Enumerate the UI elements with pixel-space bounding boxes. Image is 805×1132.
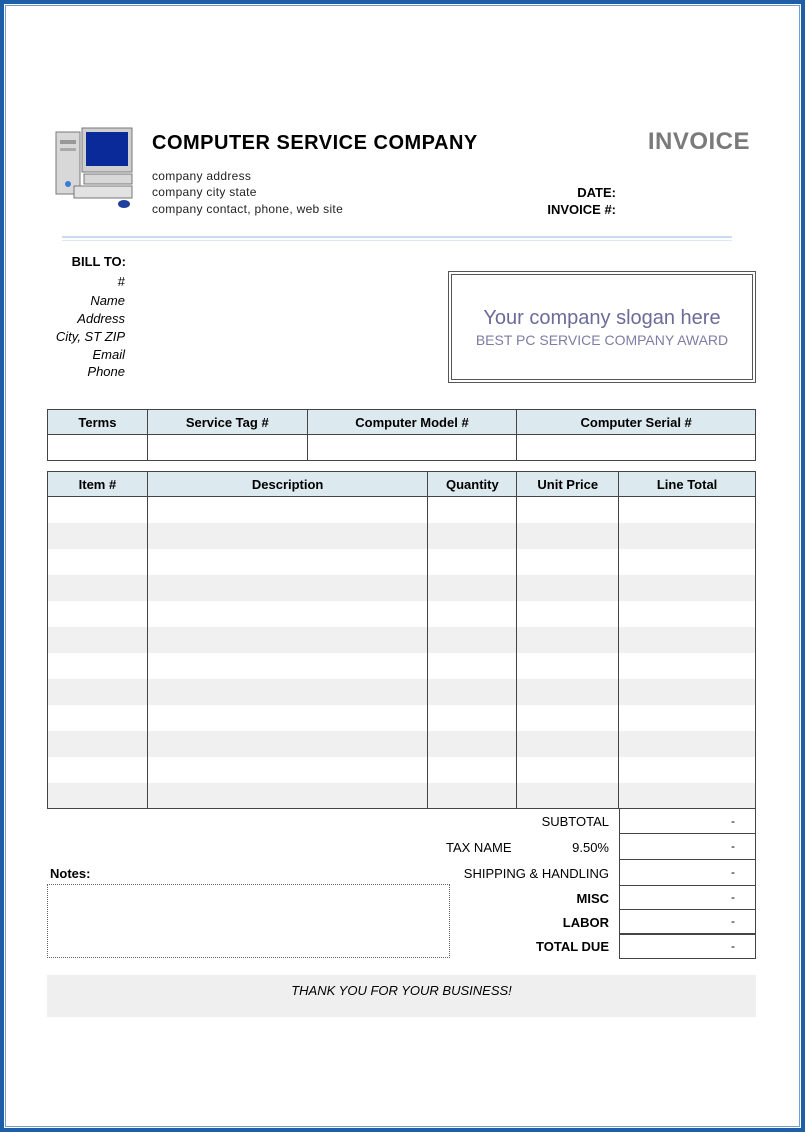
terms-header: Terms (48, 410, 148, 435)
line-total-cell[interactable] (619, 523, 756, 549)
bill-to-address: Address (77, 311, 125, 326)
service-info-table (47, 409, 756, 461)
thank-you-banner (47, 975, 756, 1017)
unit-price-cell[interactable] (517, 523, 619, 549)
item-number-cell[interactable] (48, 757, 148, 783)
quantity-cell[interactable] (428, 627, 517, 653)
item-number-cell[interactable] (48, 601, 148, 627)
item-number-cell[interactable] (48, 627, 148, 653)
quantity-cell[interactable] (428, 549, 517, 575)
computer-logo-icon (54, 126, 136, 212)
computer-model-header: Computer Model # (307, 410, 517, 435)
bill-to-phone: Phone (87, 364, 125, 379)
invoice-number-label: INVOICE #: (547, 202, 616, 217)
unit-price-cell[interactable] (517, 653, 619, 679)
misc-value: - (619, 886, 756, 910)
labor-label: LABOR (562, 915, 609, 930)
notes-label: Notes: (50, 866, 91, 881)
quantity-cell[interactable] (428, 601, 517, 627)
slogan-main: Your company slogan here (483, 307, 721, 329)
item-number-cell[interactable] (48, 679, 148, 705)
quantity-cell[interactable] (428, 523, 517, 549)
line-total-cell[interactable] (619, 679, 756, 705)
bill-to-name: Name (90, 293, 125, 308)
line-items-table (47, 471, 756, 809)
invoice-title: INVOICE (647, 128, 750, 155)
unit-price-cell[interactable] (517, 705, 619, 731)
description-cell[interactable] (147, 549, 428, 575)
item-number-cell[interactable] (48, 549, 148, 575)
computer-serial-header: Computer Serial # (517, 410, 756, 435)
subtotal-value: - (619, 808, 756, 834)
service-tag-header: Service Tag # (147, 410, 307, 435)
bill-to-email: Email (92, 347, 125, 362)
table-row (48, 549, 756, 575)
quantity-cell[interactable] (428, 497, 517, 523)
table-row (48, 705, 756, 731)
slogan-sub: BEST PC SERVICE COMPANY AWARD (475, 332, 729, 348)
description-cell[interactable] (147, 653, 428, 679)
computer-serial-cell[interactable] (517, 435, 756, 461)
item-number-cell[interactable] (48, 575, 148, 601)
quantity-cell[interactable] (428, 679, 517, 705)
item-number-cell[interactable] (48, 523, 148, 549)
table-row (48, 731, 756, 757)
total-due-label: TOTAL DUE (536, 939, 609, 954)
line-total-cell[interactable] (619, 497, 756, 523)
unit-price-cell[interactable] (517, 601, 619, 627)
line-total-cell[interactable] (619, 731, 756, 757)
quantity-cell[interactable] (428, 575, 517, 601)
thank-you-text: THANK YOU FOR YOUR BUSINESS! (291, 983, 512, 998)
description-cell[interactable] (147, 627, 428, 653)
unit-price-cell[interactable] (517, 783, 619, 809)
table-row (48, 653, 756, 679)
line-total-cell[interactable] (619, 627, 756, 653)
quantity-cell[interactable] (428, 653, 517, 679)
unit-price-cell[interactable] (517, 627, 619, 653)
subtotal-label: SUBTOTAL (541, 814, 609, 829)
date-label: DATE: (577, 185, 616, 200)
item-number-cell[interactable] (48, 731, 148, 757)
description-header: Description (147, 472, 428, 497)
description-cell[interactable] (147, 523, 428, 549)
terms-cell[interactable] (48, 435, 148, 461)
table-row (48, 783, 756, 809)
table-row (48, 679, 756, 705)
quantity-cell[interactable] (428, 757, 517, 783)
description-cell[interactable] (147, 757, 428, 783)
unit-price-cell[interactable] (517, 549, 619, 575)
table-row (48, 523, 756, 549)
computer-model-cell[interactable] (307, 435, 517, 461)
table-row (48, 757, 756, 783)
item-number-cell[interactable] (48, 783, 148, 809)
table-row (48, 575, 756, 601)
description-cell[interactable] (147, 783, 428, 809)
table-row (48, 627, 756, 653)
item-number-cell[interactable] (48, 497, 148, 523)
line-total-cell[interactable] (619, 653, 756, 679)
tax-value: - (619, 834, 756, 860)
bill-to-city: City, ST ZIP (55, 329, 125, 344)
table-row (48, 601, 756, 627)
line-total-cell[interactable] (619, 549, 756, 575)
unit-price-cell[interactable] (517, 731, 619, 757)
unit-price-cell[interactable] (517, 497, 619, 523)
quantity-header: Quantity (428, 472, 517, 497)
line-total-cell[interactable] (619, 757, 756, 783)
notes-field[interactable] (47, 884, 450, 958)
company-name: COMPUTER SERVICE COMPANY (152, 132, 478, 154)
misc-label: MISC (576, 891, 609, 906)
unit-price-cell[interactable] (517, 575, 619, 601)
quantity-cell[interactable] (428, 705, 517, 731)
description-cell[interactable] (147, 705, 428, 731)
tax-label: TAX NAME (446, 840, 512, 855)
item-number-header: Item # (48, 472, 148, 497)
bill-to-number: # (117, 274, 125, 289)
description-cell[interactable] (147, 497, 428, 523)
line-total-cell[interactable] (619, 783, 756, 809)
line-total-cell[interactable] (619, 705, 756, 731)
item-number-cell[interactable] (48, 653, 148, 679)
unit-price-cell[interactable] (517, 679, 619, 705)
line-total-cell[interactable] (619, 575, 756, 601)
company-address: company address (152, 169, 252, 183)
item-number-cell[interactable] (48, 705, 148, 731)
company-contact: company contact, phone, web site (152, 202, 344, 216)
description-cell[interactable] (147, 601, 428, 627)
unit-price-header: Unit Price (517, 472, 619, 497)
shipping-value: - (619, 860, 756, 886)
description-cell[interactable] (147, 731, 428, 757)
bill-to-label: BILL TO: (71, 254, 126, 269)
table-row (48, 497, 756, 523)
header-divider (62, 236, 732, 238)
labor-value: - (619, 910, 756, 934)
description-cell[interactable] (147, 575, 428, 601)
quantity-cell[interactable] (428, 731, 517, 757)
service-tag-cell[interactable] (147, 435, 307, 461)
tax-rate: 9.50% (572, 840, 609, 855)
slogan-box (448, 271, 756, 383)
header-divider-secondary (62, 240, 732, 241)
line-total-header: Line Total (619, 472, 756, 497)
description-cell[interactable] (147, 679, 428, 705)
line-total-cell[interactable] (619, 601, 756, 627)
unit-price-cell[interactable] (517, 757, 619, 783)
quantity-cell[interactable] (428, 783, 517, 809)
total-due-value: - (619, 934, 756, 959)
shipping-label: SHIPPING & HANDLING (463, 866, 609, 881)
company-city-state: company city state (152, 185, 257, 199)
